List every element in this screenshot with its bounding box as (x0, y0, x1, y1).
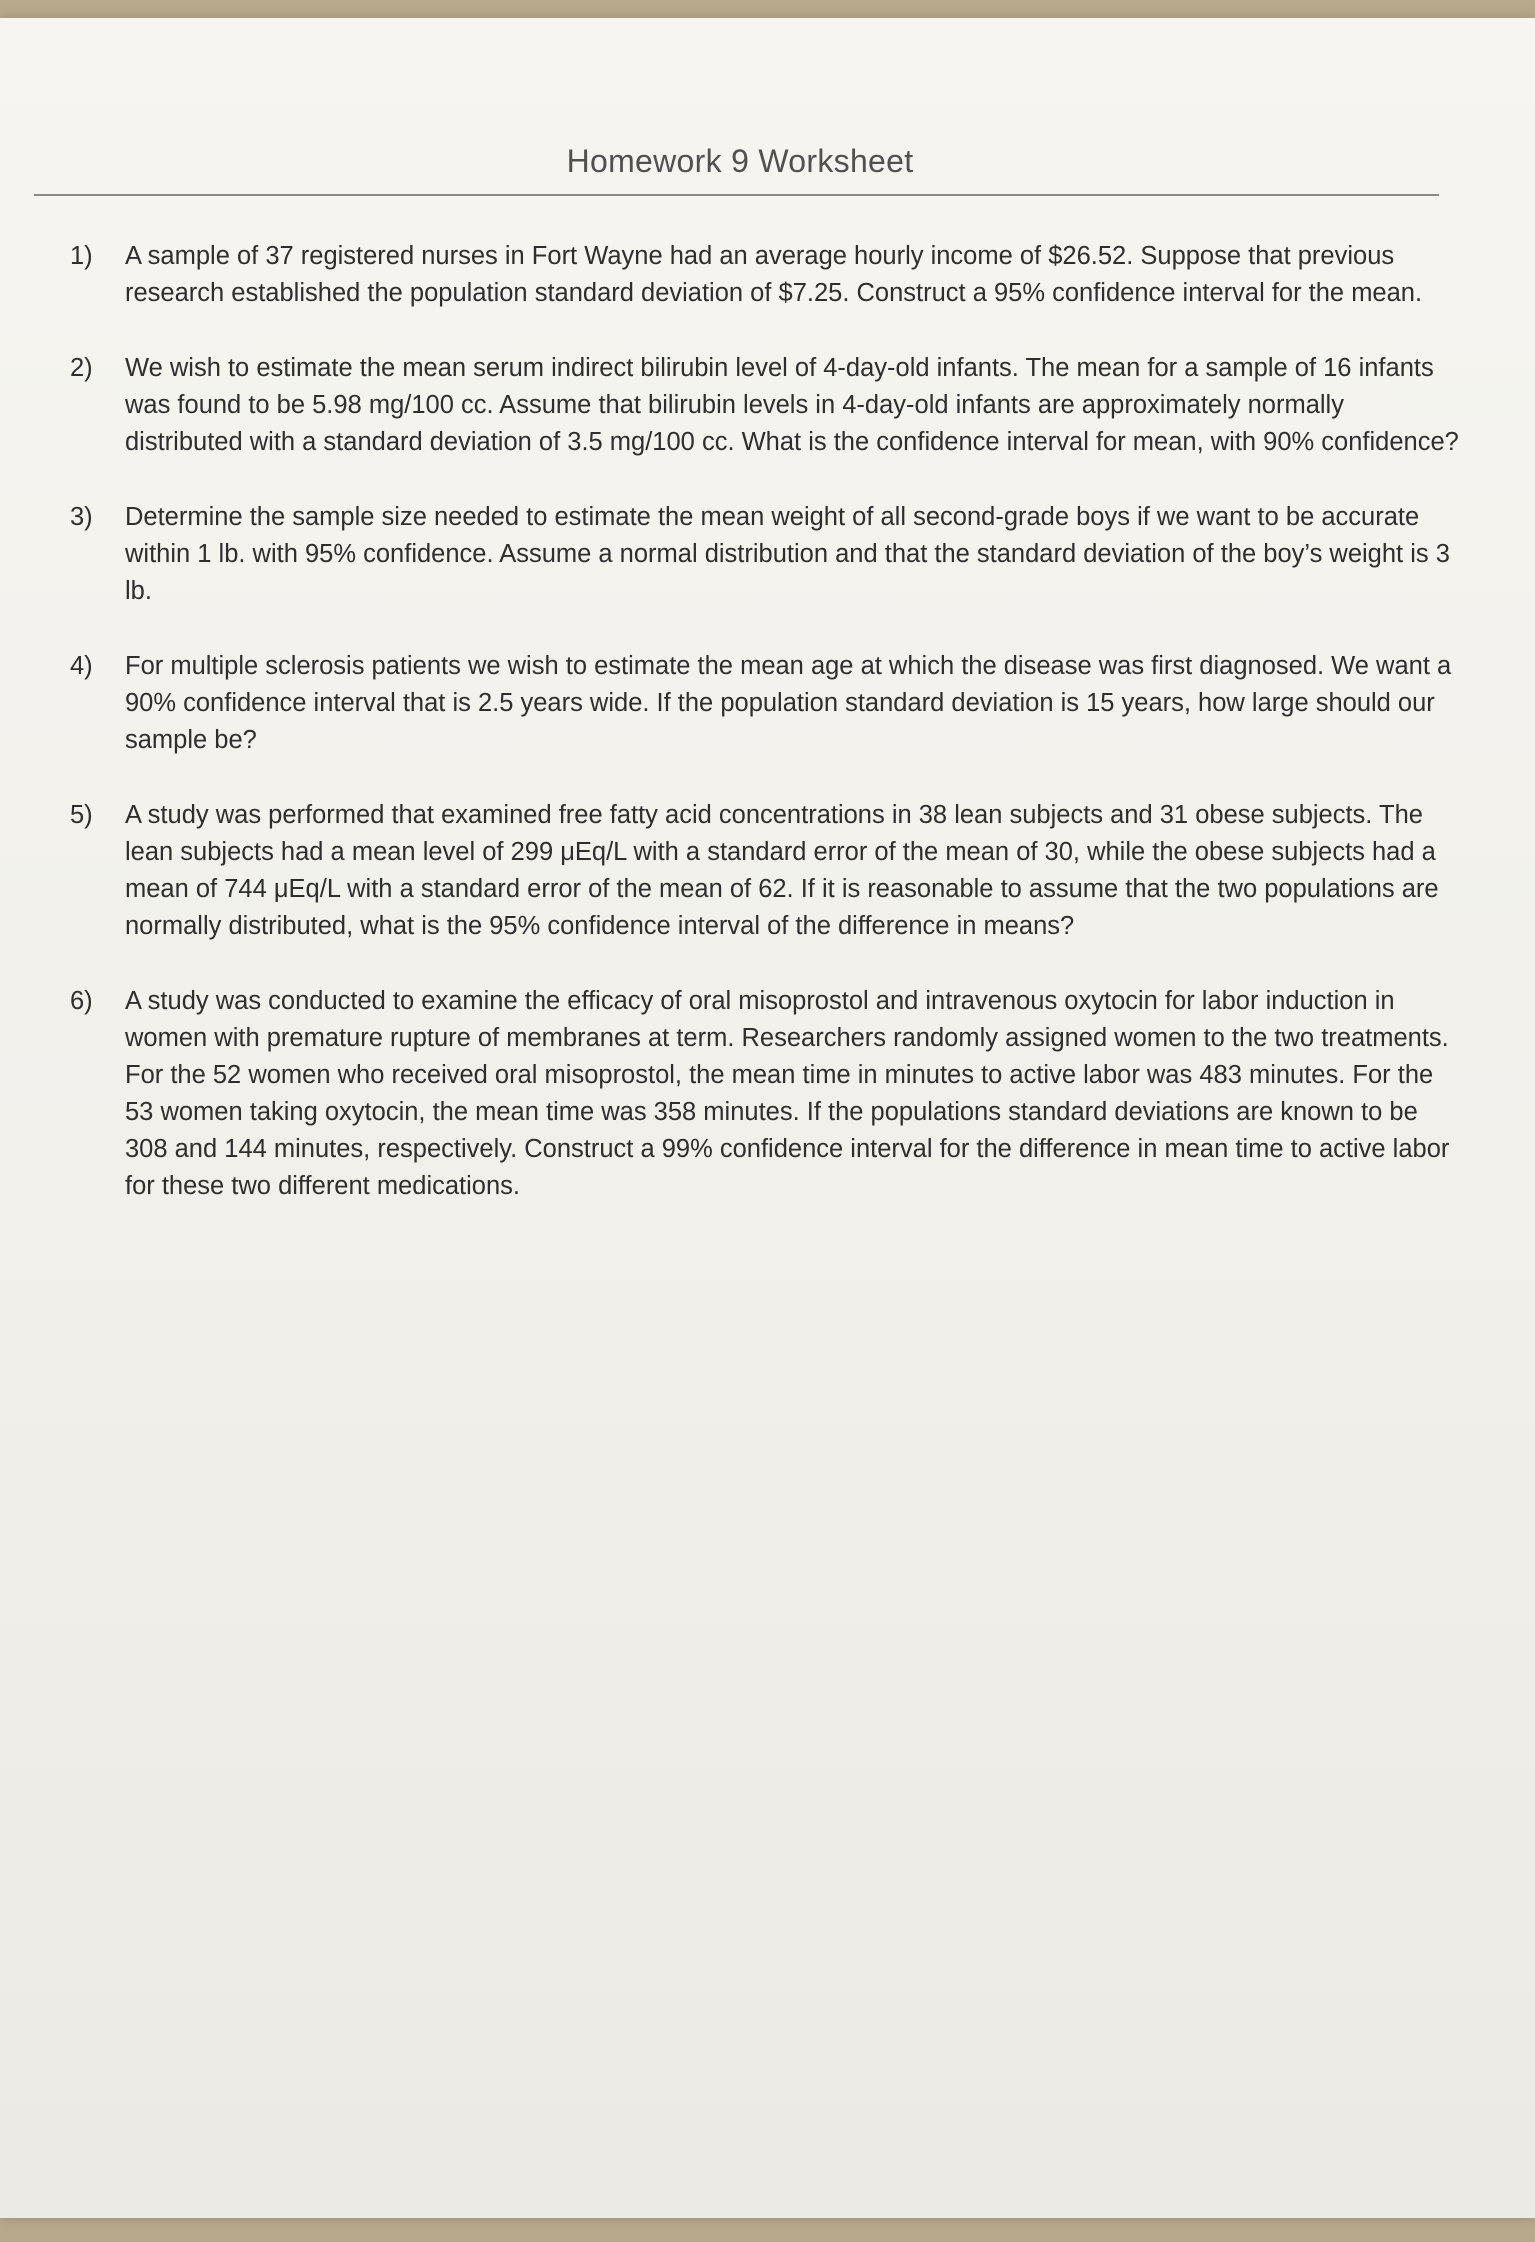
question-text: A sample of 37 registered nurses in Fort Wayne had an average hourly income of $26.52. Suppose that previous research established the population standard deviation of $7.25. Construct a 95% confidence interval for the mean. (125, 242, 1423, 307)
question-number: 1) (70, 242, 93, 270)
question-text: A study was conducted to examine the efficacy of oral misoprostol and intravenous oxytocin for labor induction in women with premature rupture of membranes at term. Researchers randomly assigned women to the two treatments. For the 52 women who received oral misoprostol, the mean time in minutes to active labor was 483 minutes. For the 53 women taking oxytocin, the mean time was 358 minutes. If the populations standard deviations are known to be 308 and 144 minutes, respectively. Construct a 99% confidence interval for the difference in mean time to active labor for these two different medications. (125, 987, 1450, 1200)
question-number: 5) (70, 801, 93, 829)
worksheet-page (0, 18, 1535, 2218)
question-number: 6) (70, 987, 93, 1015)
question-5 (70, 797, 1460, 945)
question-list (70, 238, 1470, 1243)
question-text: A study was performed that examined free fatty acid concentrations in 38 lean subjects and 31 obese subjects. The lean subjects had a mean level of 299 μEq/L with a standard error of the mean of 30, while the obese subjects had a mean of 744 μEq/L with a standard error of the mean of 62. If it is reasonable to assume that the two populations are normally distributed, what is the 95% confidence interval of the difference in means? (125, 801, 1439, 940)
question-text: For multiple sclerosis patients we wish to estimate the mean age at which the disease was first diagnosed. We want a 90% confidence interval that is 2.5 years wide. If the population standard deviation is 15 years, how large should our sample be? (125, 652, 1452, 754)
question-number: 2) (70, 354, 93, 382)
question-number: 3) (70, 503, 93, 531)
question-3 (70, 499, 1460, 610)
question-text: Determine the sample size needed to estimate the mean weight of all second-grade boys if we want to be accurate within 1 lb. with 95% confidence. Assume a normal distribution and that the standard deviation of the boy’s weight is 3 lb. (125, 503, 1450, 605)
question-2 (70, 350, 1460, 461)
question-1 (70, 238, 1460, 312)
question-6 (70, 983, 1460, 1205)
title-divider (34, 194, 1439, 196)
page-title: Homework 9 Worksheet (566, 143, 914, 179)
question-text: We wish to estimate the mean serum indirect bilirubin level of 4-day-old infants. The mean for a sample of 16 infants was found to be 5.98 mg/100 cc. Assume that bilirubin levels in 4-day-old infants are approximately normally distributed with a standard deviation of 3.5 mg/100 cc. What is the confidence interval for mean, with 90% confidence? (125, 354, 1459, 456)
question-4 (70, 648, 1460, 759)
question-number: 4) (70, 652, 93, 680)
